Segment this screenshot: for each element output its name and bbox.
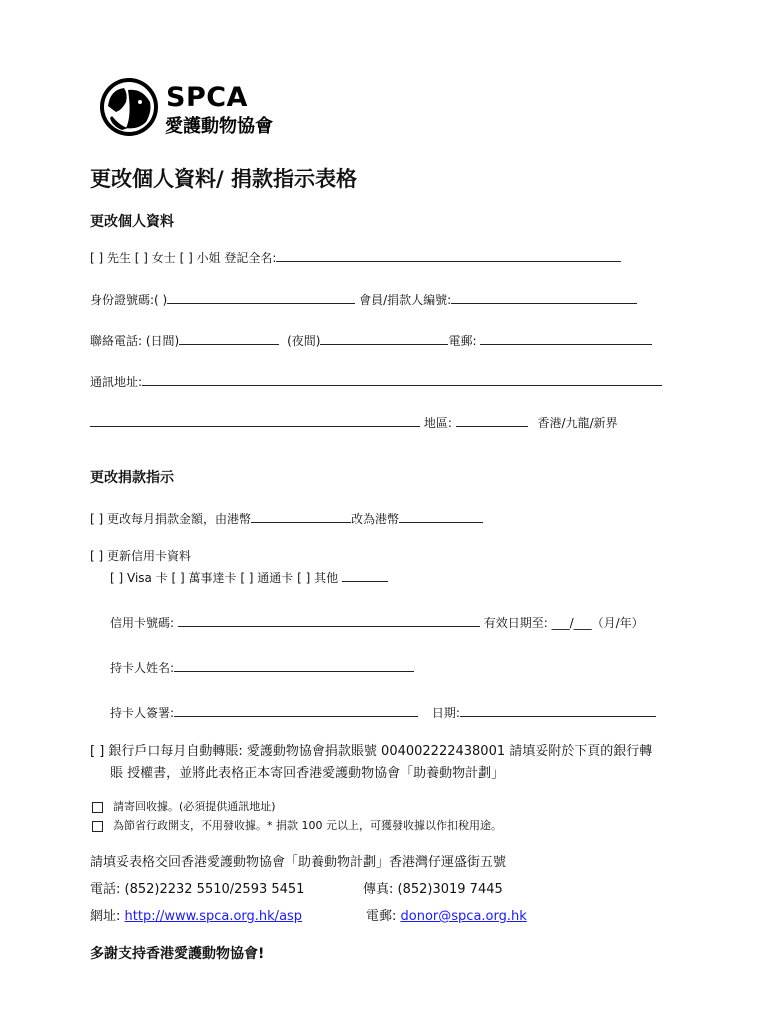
receipt-none-label: 為節省行政開支，不用發收據。* 捐款 100 元以上，可獲發收據以作扣稅用途。 <box>113 819 502 832</box>
full-name-field[interactable] <box>276 249 621 262</box>
address-row <box>90 373 662 390</box>
bank-transfer-line2: 賬 授權書，並將此表格正本寄回香港愛護動物協會「助養動物計劃」 <box>110 766 505 781</box>
district-row <box>90 414 618 431</box>
card-other-field[interactable] <box>342 569 388 582</box>
id-label: 身份證號碼:( ) <box>90 293 168 307</box>
member-number-field[interactable] <box>451 291 637 304</box>
expiry-label: 有效日期至: <box>483 616 548 630</box>
receipt-none-checkbox[interactable] <box>92 821 103 832</box>
expiry-field[interactable]: ___/___（月/年） <box>551 616 644 630</box>
monthly-from-field[interactable] <box>251 510 351 523</box>
spca-logo <box>98 76 298 146</box>
card-number-row <box>110 614 644 631</box>
fax-line: 傳真: (852)3019 7445 <box>363 882 503 897</box>
address-field-1[interactable] <box>142 373 662 386</box>
card-update-label[interactable]: [ ] 更新信用卡資料 <box>90 549 191 563</box>
monthly-to-field[interactable] <box>399 510 483 523</box>
bank-transfer-line1[interactable]: [ ] 銀行戶口每月自動轉賬: 愛護動物協會捐款賬號 004002222438001 請填妥附於下頁的銀行轉 <box>90 744 653 759</box>
holder-sign-row <box>110 704 656 721</box>
phone-night-field[interactable] <box>320 332 448 345</box>
holder-name-label: 持卡人姓名: <box>110 661 175 675</box>
receipt-option-1 <box>92 798 276 814</box>
holder-name-row <box>110 659 414 676</box>
tel-line: 電話: (852)2232 5510/2593 5451 <box>90 882 305 897</box>
district-label: 地區: <box>423 416 452 430</box>
id-row <box>90 291 637 308</box>
card-types-row <box>110 569 388 586</box>
phone-row <box>90 332 652 349</box>
date-label: 日期: <box>431 706 460 720</box>
spca-dog-cat-icon <box>98 76 160 138</box>
email-contact-label: 電郵: <box>366 909 397 924</box>
member-label: 會員/捐款人編號: <box>359 293 452 307</box>
salutation-row <box>90 249 621 266</box>
email-contact-row <box>366 905 527 924</box>
phone-night-label: (夜間) <box>287 334 321 348</box>
phone-day-label: 聯絡電話: (日間) <box>90 334 180 348</box>
receipt-option-2 <box>92 817 502 833</box>
card-types-label[interactable]: [ ] Visa 卡 [ ] 萬事達卡 [ ] 通通卡 [ ] 其他 <box>110 571 339 585</box>
email-field[interactable] <box>480 332 652 345</box>
logo-text-en: SPCA <box>166 82 248 113</box>
web-row <box>90 905 302 924</box>
card-number-field[interactable] <box>178 614 480 627</box>
monthly-row <box>90 510 483 527</box>
holder-name-field[interactable] <box>174 659 414 672</box>
web-link[interactable]: http://www.spca.org.hk/asp <box>124 909 303 924</box>
thanks-text: 多謝支持香港愛護動物協會! <box>90 946 265 962</box>
id-field[interactable] <box>167 291 355 304</box>
web-label: 網址: <box>90 909 121 924</box>
form-title: 更改個人資料/ 捐款指示表格 <box>90 167 357 191</box>
date-field[interactable] <box>460 704 656 717</box>
address-field-2[interactable] <box>90 414 420 427</box>
email-label: 電郵: <box>448 334 477 348</box>
holder-sign-field[interactable] <box>174 704 418 717</box>
personal-heading: 更改個人資料 <box>90 214 174 230</box>
salutation-label: [ ] 先生 [ ] 女士 [ ] 小姐 登記全名: <box>90 251 277 265</box>
monthly-label: [ ] 更改每月捐款金額，由港幣 <box>90 512 251 526</box>
logo-text-zh: 愛護動物協會 <box>165 116 273 137</box>
card-number-label: 信用卡號碼: <box>110 616 175 630</box>
district-field[interactable] <box>456 414 528 427</box>
change-to-label: 改為港幣 <box>351 512 400 526</box>
email-link[interactable]: donor@spca.org.hk <box>400 909 527 924</box>
donation-heading: 更改捐款指示 <box>90 470 174 486</box>
address-label: 通訊地址: <box>90 375 143 389</box>
return-address: 請填妥表格交回香港愛護動物協會「助養動物計劃」香港灣仔運盛街五號 <box>90 855 507 870</box>
receipt-send-label: 請寄回收據。(必須提供通訊地址) <box>113 800 276 813</box>
holder-sign-label: 持卡人簽署: <box>110 706 175 720</box>
regions-label: 香港/九龍/新界 <box>537 416 618 430</box>
phone-day-field[interactable] <box>179 332 279 345</box>
receipt-send-checkbox[interactable] <box>92 802 103 813</box>
